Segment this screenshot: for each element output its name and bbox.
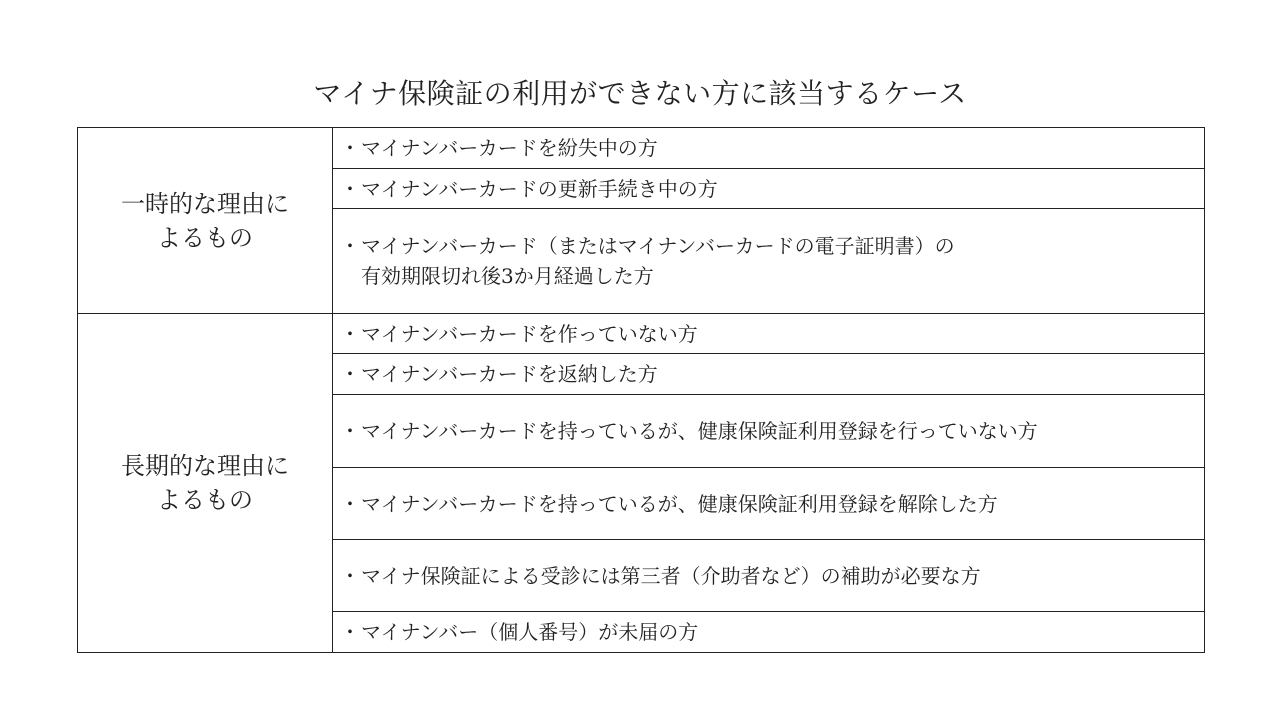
case-item <box>333 612 1205 653</box>
case-item-text: マイナンバーカードを紛失中の方 <box>361 136 658 160</box>
bullet-mark: ・ <box>340 136 360 160</box>
table-row <box>78 128 1205 169</box>
bullet-mark: ・ <box>340 491 360 516</box>
category-label-line2: よるもの <box>157 486 253 514</box>
case-item <box>333 395 1205 468</box>
bullet-mark: ・ <box>340 620 360 644</box>
case-item-text: マイナンバーカードを持っているが、健康保険証利用登録を行っていない方 <box>361 419 1038 443</box>
category-cell-long-term <box>78 314 333 653</box>
category-label-line1: 一時的な理由に <box>121 189 289 218</box>
case-item <box>333 540 1205 612</box>
page-title: マイナ保険証の利用ができない方に該当するケース <box>313 77 967 110</box>
bullet-mark: ・ <box>340 234 360 258</box>
case-table <box>77 127 1205 653</box>
category-label-line2: よるもの <box>157 223 253 252</box>
category-label-line1: 長期的な理由に <box>121 452 289 480</box>
case-item-text: マイナンバーカードを持っているが、健康保険証利用登録を解除した方 <box>361 491 998 516</box>
bullet-mark: ・ <box>340 176 360 201</box>
case-item <box>333 209 1205 314</box>
case-item-text: マイナンバー（個人番号）が未届の方 <box>361 620 699 644</box>
case-item-text: マイナンバーカードを作っていない方 <box>361 321 698 346</box>
case-item <box>333 314 1205 354</box>
case-item <box>333 468 1205 540</box>
bullet-mark: ・ <box>340 321 360 346</box>
table-row <box>78 314 1205 354</box>
case-item <box>333 169 1205 209</box>
case-item <box>333 128 1205 169</box>
bullet-mark: ・ <box>340 362 360 386</box>
bullet-mark: ・ <box>340 419 360 443</box>
case-item <box>333 354 1205 395</box>
bullet-mark: ・ <box>340 563 360 588</box>
case-item-text: マイナ保険証による受診には第三者（介助者など）の補助が必要な方 <box>361 563 981 588</box>
case-item-text: マイナンバーカード（またはマイナンバーカードの電子証明書）の 有効期限切れ後3か月経過した方 <box>361 234 955 288</box>
category-cell-temporary <box>78 128 333 314</box>
case-item-text: マイナンバーカードの更新手続き中の方 <box>361 176 718 201</box>
case-item-text: マイナンバーカードを返納した方 <box>361 362 658 386</box>
